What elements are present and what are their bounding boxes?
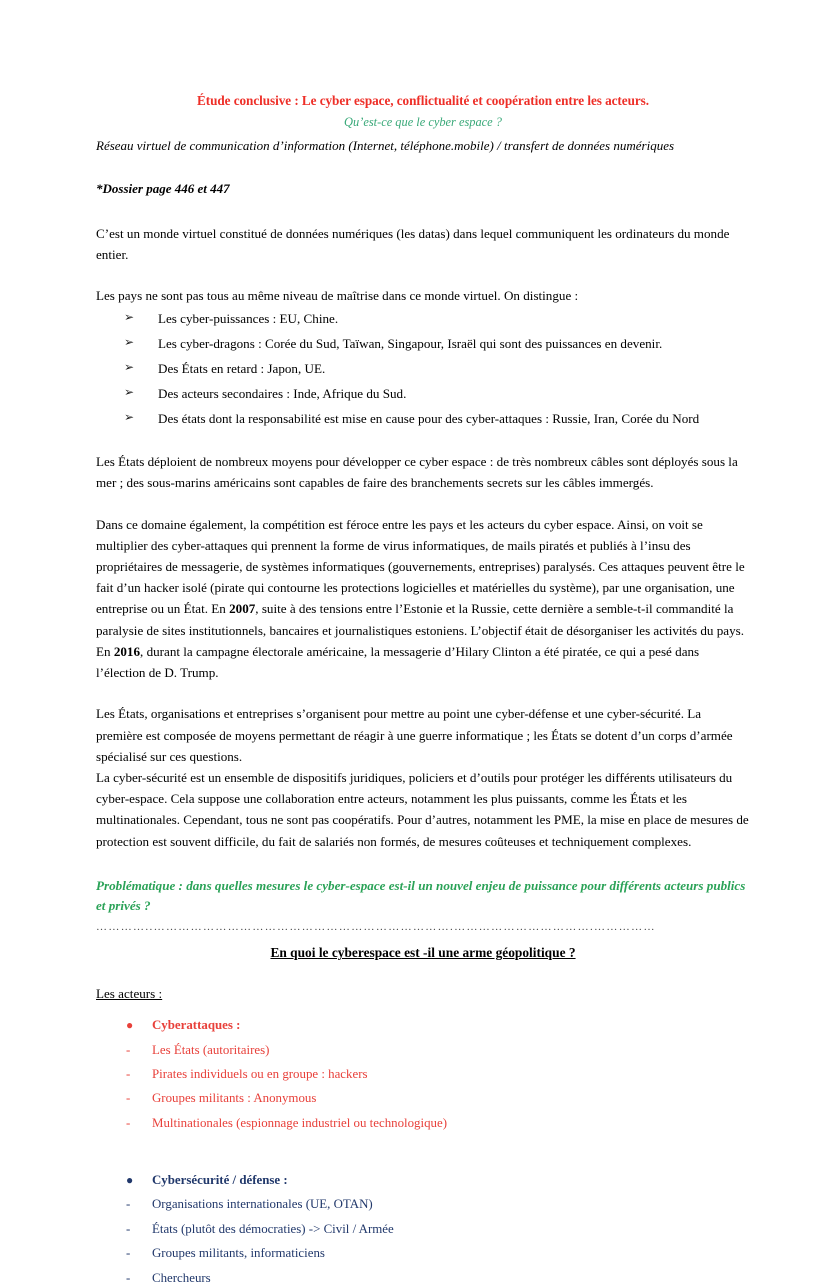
section-heading-question: En quoi le cyberespace est -il une arme géopolitique ? <box>270 945 576 961</box>
dash-bullet-icon: - <box>126 1270 131 1285</box>
list-item <box>96 1244 750 1263</box>
list-item-label: Organisations internationales (UE, OTAN) <box>152 1197 373 1212</box>
list-item-label: Des acteurs secondaires : Inde, Afrique du Sud. <box>158 386 407 402</box>
paragraph-infrastructure: Les États déploient de nombreux moyens pour développer ce cyber espace : de très nombreux câbles sont déployés sous la mer ; des sous-marins américains sont capables de faire des branchements secrets sur les câbles immergés. <box>96 454 738 491</box>
list-item-label: Des états dont la responsabilité est mise en cause pour des cyber-attaques : Russie, Iran, Corée du Nord <box>158 411 700 427</box>
actor-group-heading-label: Cybersécurité / défense : <box>152 1173 288 1188</box>
dash-bullet-icon: - <box>126 1197 131 1212</box>
disc-bullet-icon: ● <box>126 1018 134 1033</box>
list-item-label: Chercheurs <box>152 1270 211 1285</box>
list-item <box>96 1195 750 1214</box>
list-item <box>96 360 750 379</box>
list-item <box>96 1065 750 1084</box>
dotted-separator: …………..……………………………………………………………….…………………………….…………… <box>96 921 656 934</box>
paragraph-cyberdefense: Les États, organisations et entreprises s’organisent pour mettre au point une cyber-défense et une cyber-sécurité. La première est composée de moyens permettant de réagir à une guerre informatique ; les États se dotent d’un corps d’armée spécialisé sur ces questions. <box>96 706 733 764</box>
actor-group-heading <box>96 1171 750 1190</box>
page-title: Étude conclusive : Le cyber espace, conflictualité et coopération entre les acteurs. <box>196 93 649 108</box>
disc-bullet-icon: ● <box>126 1173 134 1188</box>
list-item <box>96 1041 750 1060</box>
list-item-label: Les cyber-dragons : Corée du Sud, Taïwan, Singapour, Israël qui sont des puissances en devenir. <box>158 336 663 352</box>
actor-group-heading <box>96 1016 750 1035</box>
list-item <box>96 1220 750 1239</box>
acteurs-label: Les acteurs : <box>96 986 163 1002</box>
list-item-label: Pirates individuels ou en groupe : hackers <box>152 1067 368 1081</box>
dash-bullet-icon: - <box>126 1115 131 1130</box>
list-item <box>96 410 750 429</box>
list-item <box>96 1114 750 1133</box>
paragraph-cyberattacks-part2: , suite à des tensions entre l’Estonie et la Russie, cette dernière a semble-t-il commandité la paralysie de sites institutionnels, bancaires et journalistiques estoniens. L’objectif était de désorganiser les activités du pays. En <box>96 601 744 659</box>
list-item-label: Groupes militants : Anonymous <box>152 1091 317 1106</box>
arrow-bullet-icon: ➢ <box>124 360 135 375</box>
list-item-label: Multinationales (espionnage industriel ou technologique) <box>152 1115 447 1130</box>
cyber-levels-list <box>96 310 750 429</box>
list-item <box>96 385 750 404</box>
paragraph-cyberattacks <box>96 514 750 684</box>
cyberspace-definition: Réseau virtuel de communication d’information (Internet, téléphone.mobile) / transfert de données numériques <box>96 137 675 153</box>
arrow-bullet-icon: ➢ <box>124 335 135 350</box>
list-item-label: États (plutôt des démocraties) -> Civil / Armée <box>152 1221 394 1236</box>
actor-group-cybersecurite <box>96 1171 750 1288</box>
year-2016: 2016 <box>113 643 141 659</box>
list-item <box>96 335 750 354</box>
arrow-bullet-icon: ➢ <box>124 410 135 425</box>
list-item-label: Des États en retard : Japon, UE. <box>158 361 326 377</box>
list-item-label: Les États (autoritaires) <box>152 1042 270 1057</box>
list-item-label: Les cyber-puissances : EU, Chine. <box>158 311 339 327</box>
paragraph-cyberattacks-part3: , durant la campagne électorale américaine, la messagerie d’Hilary Clinton a été piratée, ce qui a pesé dans l’élection de D. Trump. <box>96 643 700 681</box>
group-spacer <box>96 1151 750 1171</box>
dash-bullet-icon: - <box>126 1042 131 1057</box>
arrow-bullet-icon: ➢ <box>124 385 135 400</box>
actor-group-cyberattaques <box>96 1016 750 1133</box>
year-2007: 2007 <box>229 601 256 617</box>
actor-items-list <box>96 1041 750 1133</box>
paragraph-cybersecurity: La cyber-sécurité est un ensemble de dispositifs juridiques, policiers et d’outils pour protéger les différents utilisateurs du cyber-espace. Cela suppose une collaboration entre acteurs, notamment les plus puissants, comme les États et les multinationales. Cependant, tous ne sont pas coopératifs. Pour d’autres, notamment les PME, la mise en place de mesures de protection est souvent difficile, du fait de salariés non formés, de mesures coûteuses et techniquement complexes. <box>96 769 749 849</box>
arrow-bullet-icon: ➢ <box>124 310 135 325</box>
paragraph-levels-intro: Les pays ne sont pas tous au même niveau de maîtrise dans ce monde virtuel. On distingue : <box>96 288 579 304</box>
dash-bullet-icon: - <box>126 1221 131 1236</box>
document-subtitle: Qu’est-ce que le cyber espace ? <box>344 114 502 129</box>
problematique-statement: Problématique : dans quelles mesures le cyber-espace est-il un nouvel enjeu de puissance pour différents acteurs publics et privés ? <box>96 877 746 913</box>
list-item <box>96 310 750 329</box>
dash-bullet-icon: - <box>126 1091 131 1106</box>
paragraph-definition: C’est un monde virtuel constitué de données numériques (les datas) dans lequel communiquent les ordinateurs du monde entier. <box>96 225 730 262</box>
dossier-note: *Dossier page 446 et 447 <box>96 180 230 196</box>
actor-group-heading-label: Cyberattaques : <box>152 1018 241 1033</box>
dash-bullet-icon: - <box>126 1246 131 1261</box>
list-item <box>96 1089 750 1108</box>
dash-bullet-icon: - <box>126 1067 131 1081</box>
paragraph-cyberattacks-part1: Dans ce domaine également, la compétition est féroce entre les pays et les acteurs du cyber espace. Ainsi, on voit se multiplier des cyber-attaques qui prennent la forme de virus informatiques, de mails piratés et publiés à l’insu des propriétaires de messagerie, de systèmes informatiques (gouvernements, entreprises) paralysés. Ces attaques peuvent être le fait d’un hacker isolé (pirate qui contourne les protections logicielles et matérielles du système), par une organisation, une entreprise ou un État. En <box>96 516 745 617</box>
actor-items-list <box>96 1195 750 1287</box>
list-item-label: Groupes militants, informaticiens <box>152 1246 325 1261</box>
list-item <box>96 1269 750 1288</box>
